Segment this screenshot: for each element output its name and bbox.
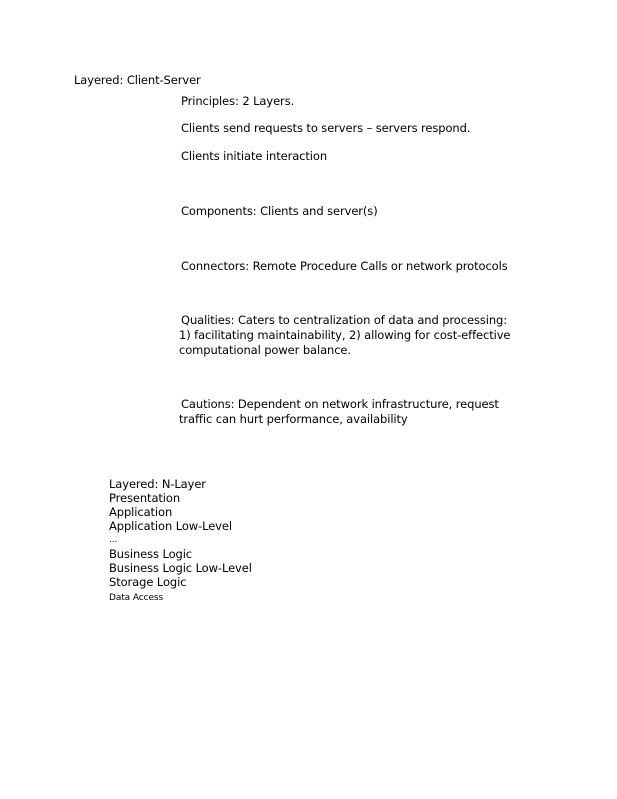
layer-item: Business Logic [109, 547, 193, 561]
principles-text: Principles: 2 Layers. [181, 94, 295, 108]
clients-send-text: Clients send requests to servers – servers respond. [181, 121, 471, 135]
qualities-line: 1) facilitating maintainability, 2) allowing for cost-effective [179, 328, 511, 342]
qualities-paragraph [179, 313, 510, 358]
components-text: Components: Clients and server(s) [181, 204, 378, 218]
qualities-line: Qualities: Caters to centralization of data and processing: [181, 313, 507, 327]
cautions-paragraph [179, 397, 499, 427]
clients-initiate-text: Clients initiate interaction [181, 149, 328, 163]
qualities-line: computational power balance. [179, 343, 351, 357]
layer-item: Storage Logic [109, 575, 187, 589]
layer-item-ellipsis: ... [109, 535, 118, 545]
layer-item: Data Access [109, 593, 164, 603]
connectors-text: Connectors: Remote Procedure Calls or network protocols [181, 259, 508, 273]
layer-item: Business Logic Low-Level [109, 561, 252, 575]
layer-item: Presentation [109, 491, 181, 505]
cautions-line: traffic can hurt performance, availability [179, 412, 408, 426]
cautions-line: Cautions: Dependent on network infrastructure, request [181, 397, 499, 411]
section-heading-client-server: Layered: Client-Server [74, 73, 201, 87]
layer-item: Application Low-Level [109, 519, 232, 533]
section-heading-n-layer: Layered: N-Layer [109, 477, 206, 491]
layer-item: Application [109, 505, 173, 519]
